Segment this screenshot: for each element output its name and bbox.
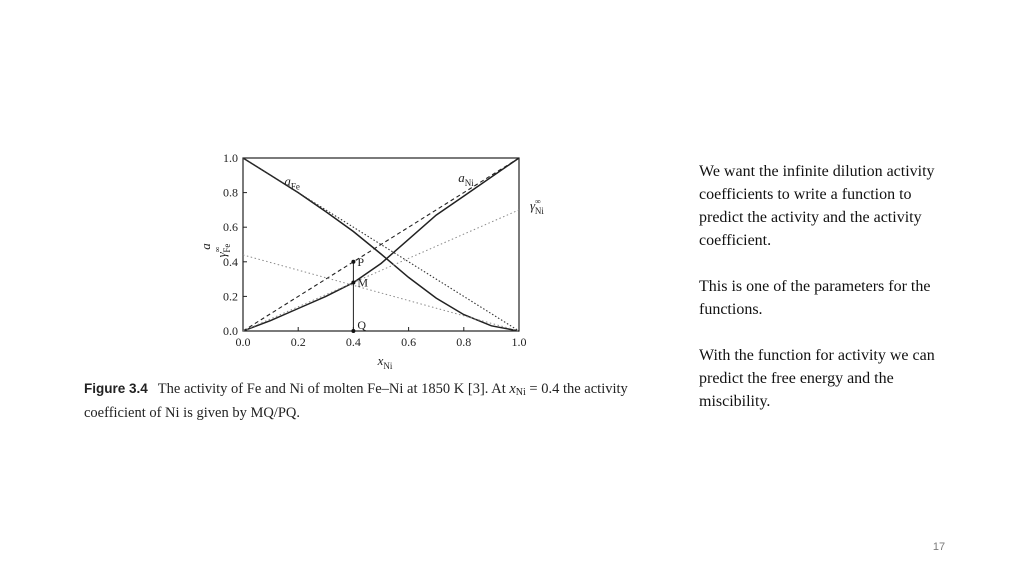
point-p-marker [351,260,355,264]
series-henry-ni [243,210,519,331]
y-tick-label: 0.6 [223,220,238,235]
x-tick-label: 0.8 [456,335,472,349]
x-tick-label: 0.0 [235,335,251,349]
figure-caption [84,379,684,423]
body-paragraph-3: With the function for activity we can predict the free energy and the miscibility. [699,347,935,410]
caption-variable-sub: Ni [515,387,526,398]
y-axis-label-gamma: γ∞Fe [213,243,232,258]
y-tick-label: 0.8 [223,185,238,200]
point-m-marker [351,281,355,285]
body-paragraph-2: This is one of the parameters for the functions. [699,278,931,318]
annotation-γ-ni: γ∞ Ni [530,196,544,216]
x-tick-label: 0.6 [401,335,417,349]
y-tick-label: 1.0 [223,151,238,165]
annotation-a-ni: $a_{Ni}$ [458,170,474,189]
y-axis-label-group [198,243,232,258]
figure-label: Figure 3.4 [84,381,148,396]
caption-text-after: = 0.4 the activity coefficient of Ni is given by MQ/PQ. [84,381,628,421]
y-axis-label-a: a [198,243,213,250]
y-tick-label: 0.0 [223,324,238,338]
caption-text-before: The activity of Fe and Ni of molten Fe–Ni at 1850 K [3]. At [157,381,506,397]
point-q-label: Q [357,318,367,332]
point-p-label: P [357,254,365,269]
x-tick-label: 0.2 [290,335,306,349]
x-tick-label: 0.4 [345,335,361,349]
x-axis-label: $x_{Ni}$ [377,353,393,371]
point-m-label: M [357,275,369,290]
caption-variable: x [509,381,516,397]
x-tick-label: 1.0 [511,335,527,349]
y-tick-label: 0.4 [223,254,238,269]
slide-body-text [699,160,959,436]
annotation-a-fe: $a_{Fe}$ [284,173,300,192]
point-q-marker [351,329,355,333]
body-paragraph-1: We want the infinite dilution activity coefficients to write a function to predict the activity and the activity coefficient. [699,163,935,249]
activity-chart [190,140,570,372]
y-tick-label: 0.2 [223,289,238,304]
page-number: 17 [932,541,946,553]
